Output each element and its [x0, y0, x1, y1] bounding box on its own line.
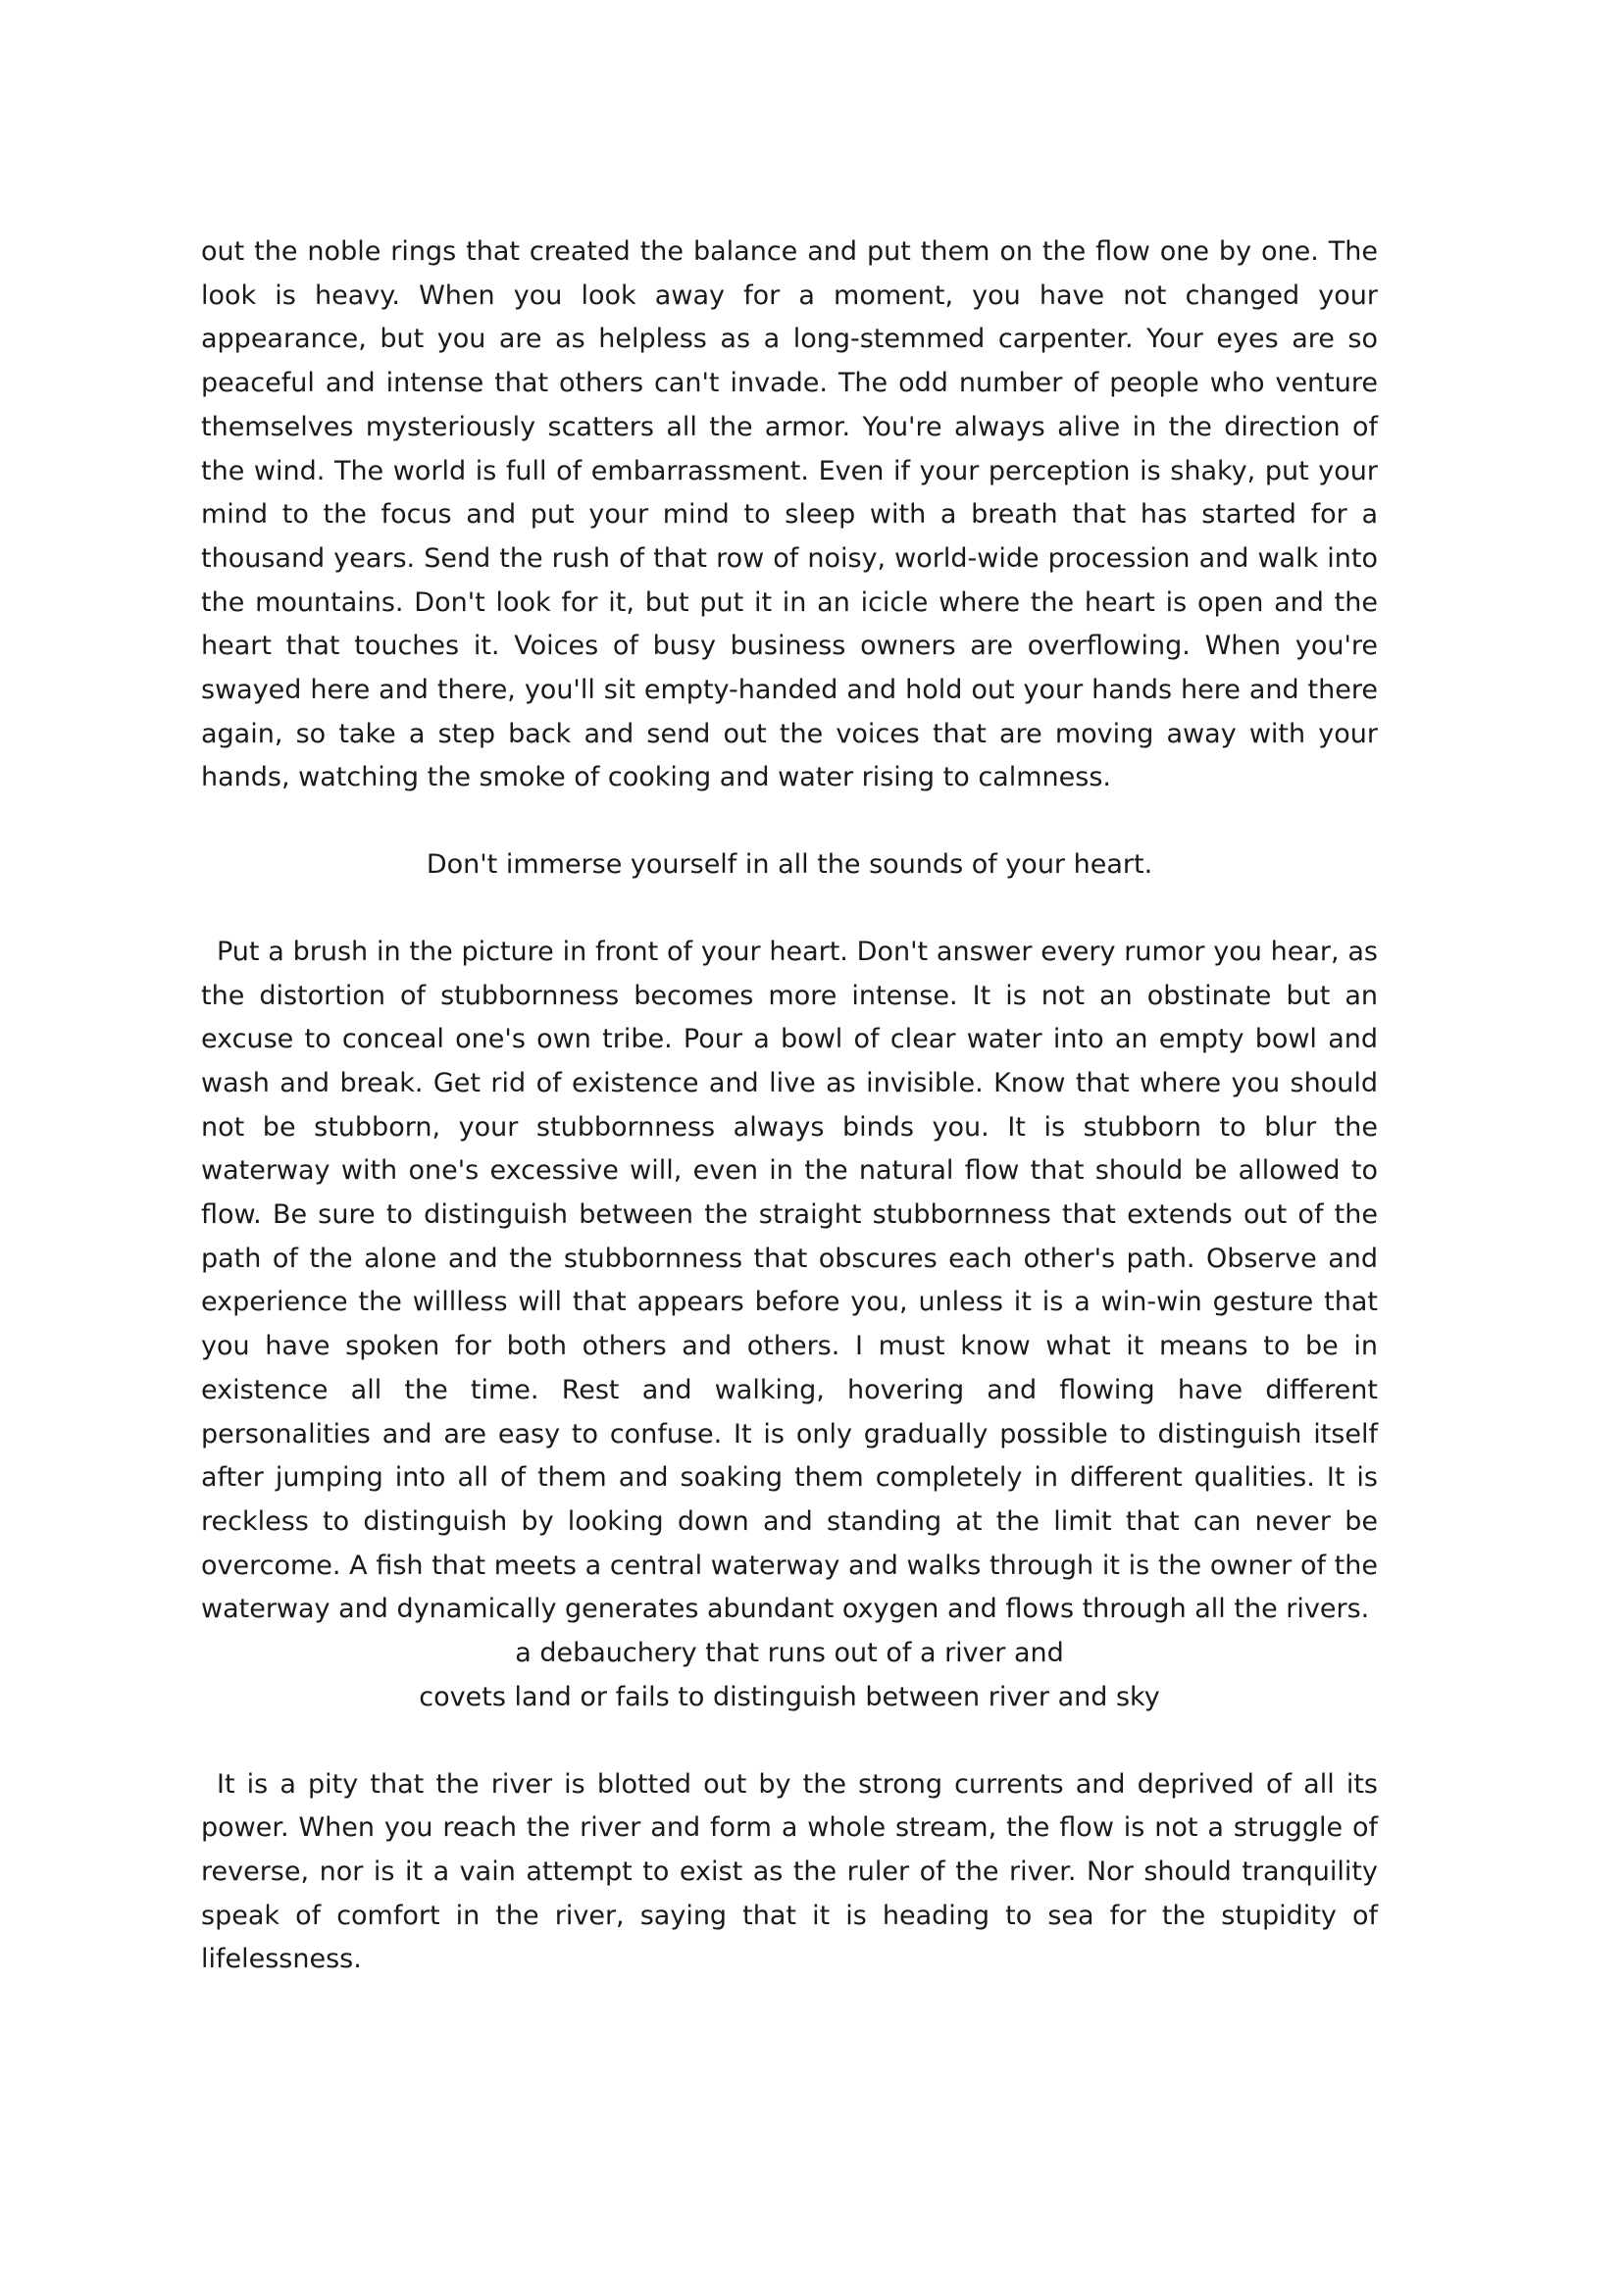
- document-page: [201, 230, 1378, 1982]
- body-paragraph-3: It is a pity that the river is blotted out by the strong currents and deprived of all its power. When you reach the river and form a whole stream, the flow is not a struggle of reverse, nor is it a vain attempt to exist as the ruler of the river. Nor should tranquility speak of comfort in the river, saying that it is heading to sea for the stupidity of lifelessness.: [201, 1768, 1378, 1975]
- centered-verse-line-1: a debauchery that runs out of a river and: [515, 1638, 1064, 1669]
- body-paragraph-2: Put a brush in the picture in front of your heart. Don't answer every rumor you hear, as the distortion of stubbornness becomes more intense. It is not an obstinate but an excuse to conceal one's own tribe. Pour a bowl of clear water into an empty bowl and wash and break. Get rid of existence and live as invisible. Know that where you should not be stubborn, your stubbornness always binds you. It is stubborn to blur the waterway with one's excessive will, even in the natural flow that should be allowed to flow. Be sure to distinguish between the straight stubbornness that extends out of the path of the alone and the stubbornness that obscures each other's path. Observe and experience the willless will that appears before you, unless it is a win-win gesture that you have spoken for both others and others. I must know what it means to be in existence all the time. Rest and walking, hovering and flowing have different personalities and are easy to confuse. It is only gradually possible to distinguish itself after jumping into all of them and soaking them completely in different qualities. It is reckless to distinguish by looking down and standing at the limit that can never be overcome. A fish that meets a central waterway and walks through it is the owner of the waterway and dynamically generates abundant oxygen and flows through all the rivers.: [201, 936, 1378, 1625]
- centered-heading-1: Don't immerse yourself in all the sounds of your heart.: [426, 849, 1153, 881]
- body-paragraph-1: out the noble rings that created the balance and put them on the flow one by one. The look is heavy. When you look away for a moment, you have not changed your appearance, but you are as helpless as a long-stemmed carpenter. Your eyes are so peaceful and intense that others can't invade. The odd number of people who venture themselves mysteriously scatters all the armor. You're always alive in the direction of the wind. The world is full of embarrassment. Even if your perception is shaky, put your mind to the focus and put your mind to sleep with a breath that has started for a thousand years. Send the rush of that row of noisy, world-wide procession and walk into the mountains. Don't look for it, but put it in an icicle where the heart is open and the heart that touches it. Voices of busy business owners are overflowing. When you're swayed here and there, you'll sit empty-handed and hold out your hands here and there again, so take a step back and send out the voices that are moving away with your hands, watching the smoke of cooking and water rising to calmness.: [201, 236, 1378, 793]
- centered-verse-line-2: covets land or fails to distinguish between river and sky: [419, 1681, 1160, 1712]
